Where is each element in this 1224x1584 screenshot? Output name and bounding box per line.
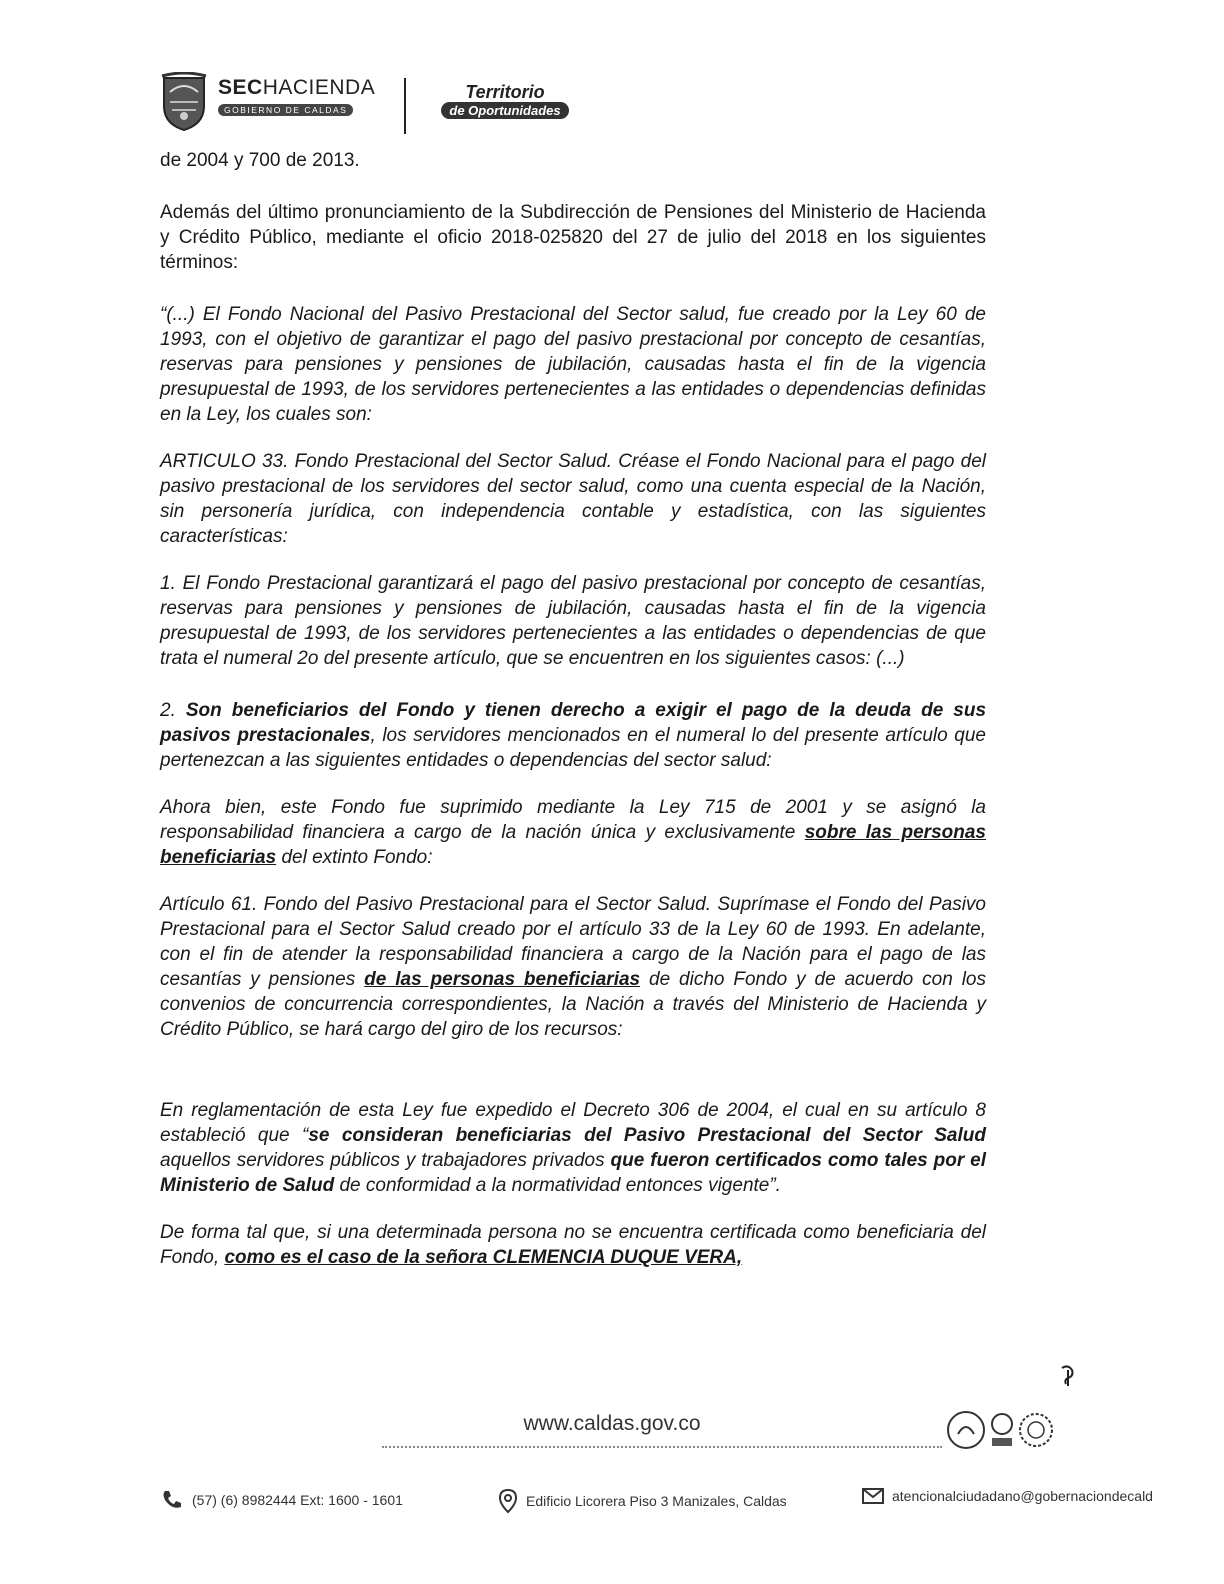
- slogan-line2: de Oportunidades: [441, 102, 568, 119]
- address-text: Edificio Licorera Piso 3 Manizales, Caldas: [526, 1493, 787, 1509]
- paragraph-5: [160, 698, 986, 773]
- phone-icon: [160, 1488, 184, 1512]
- email-text: atencionalciudadano@gobernaciondecald: [892, 1488, 1153, 1504]
- p9-bold-underlined: como es el caso de la señora CLEMENCIA DUQUE VERA,: [224, 1247, 743, 1268]
- p6-end: del extinto Fondo:: [276, 847, 433, 868]
- coat-of-arms-logo: [160, 72, 208, 132]
- p7-bold-underlined: de las personas beneficiarias: [364, 969, 641, 990]
- certification-seals-icon: [944, 1408, 1056, 1452]
- p5-rest: , los servidores mencionados en el numeral lo del presente artículo que pertenezcan a las siguientes entidades o dependencias del sector salud:: [160, 725, 986, 771]
- p9-start: De forma tal que, si una determinada persona no se encuentra certificada como beneficiaria del Fondo,: [160, 1222, 986, 1268]
- letterhead: [160, 68, 620, 138]
- paragraph-0: de 2004 y 700 de 2013.: [160, 150, 360, 171]
- p8-end: de conformidad a la normatividad entonces vigente”.: [334, 1175, 781, 1196]
- p5-number: 2.: [160, 700, 186, 721]
- paragraph-7: [160, 892, 986, 1042]
- brand-name-light: HACIENDA: [262, 76, 376, 99]
- paragraph-2: “(...) El Fondo Nacional del Pasivo Prestacional del Sector salud, fue creado por la Ley 60 de 1993, con el objetivo de garantizar el pago del pasivo prestacional por concepto de cesantías, reservas para pensiones y pensiones de jubilación, causadas hasta el fin de la vigencia presupuestal de 1993, de los servidores pertenecientes a las entidades o dependencias definidas en la Ley, los cuales son:: [160, 304, 986, 425]
- p8-start: En reglamentación de esta Ley fue expedido el Decreto 306 de 2004, el cual en su artículo 8 estableció que “: [160, 1100, 986, 1146]
- paragraph-1: Además del último pronunciamiento de la Subdirección de Pensiones del Ministerio de Hacienda y Crédito Público, mediante el oficio 2018-025820 del 27 de julio del 2018 en los siguientes términos:: [160, 202, 986, 273]
- p8-mid: aquellos servidores públicos y trabajadores privados: [160, 1150, 611, 1171]
- paragraph-6: [160, 795, 986, 870]
- slogan-line1: Territorio: [465, 82, 545, 102]
- p7-end: de dicho Fondo y de acuerdo con los convenios de concurrencia correspondientes, la Nación a través del Ministerio de Hacienda y Crédito Público, se hará cargo del giro de los recursos:: [160, 969, 986, 1040]
- footer-website[interactable]: www.caldas.gov.co: [523, 1412, 701, 1435]
- footer-divider: [382, 1446, 942, 1448]
- p8-bold-1: se consideran beneficiarias del Pasivo Prestacional del Sector Salud: [308, 1125, 986, 1146]
- brand-name-bold: SEC: [218, 76, 263, 99]
- p7-start: Artículo 61. Fondo del Pasivo Prestacional para el Sector Salud. Suprímase el Fondo del Pasivo Prestacional para el Sector Salud creado por el artículo 33 de la Ley 60 de 1993. En adelante, con el fin de atender la responsabilidad financiera a cargo de la Nación para el pago de las cesantías y pensiones: [160, 894, 986, 990]
- brand-subtitle: GOBIERNO DE CALDAS: [218, 104, 353, 116]
- p6-start: Ahora bien, este Fondo fue suprimido mediante la Ley 715 de 2001 y se asignó la responsabilidad financiera a cargo de la nación única y exclusivamente: [160, 797, 986, 843]
- brand-name: [218, 76, 375, 100]
- initials-mark-icon: [1058, 1364, 1078, 1388]
- p6-bold-underlined: sobre las personas beneficiarias: [160, 822, 986, 868]
- footer-address: [498, 1488, 787, 1514]
- paragraph-4: 1. El Fondo Prestacional garantizará el pago del pasivo prestacional por concepto de cesantías, reservas para pensiones y pensiones de jubilación, causadas hasta el fin de la vigencia presupuestal de 1993, de los servidores pertenecientes a las entidades o dependencias de que trata el numeral 2o del presente artículo, que se encuentren en los siguientes casos: (...): [160, 573, 986, 669]
- p5-bold: Son beneficiarios del Fondo y tienen derecho a exigir el pago de la deuda de sus pasivos prestacionales: [160, 700, 987, 746]
- brand-block: [218, 76, 375, 118]
- footer-email[interactable]: [862, 1488, 1153, 1504]
- footer-phone[interactable]: [160, 1488, 403, 1512]
- paragraph-8: [160, 1098, 986, 1198]
- document-body: [160, 148, 986, 1270]
- p8-bold-2: que fueron certificados como tales por el Ministerio de Salud: [160, 1150, 986, 1196]
- paragraph-9: [160, 1220, 986, 1270]
- email-icon: [862, 1488, 884, 1504]
- header-divider: [404, 78, 406, 134]
- paragraph-3: ARTICULO 33. Fondo Prestacional del Sector Salud. Créase el Fondo Nacional para el pago del pasivo prestacional de los servidores del sector salud, como una cuenta especial de la Nación, sin personería jurídica, con independencia contable y estadística, con las siguientes características:: [160, 451, 986, 547]
- phone-text: (57) (6) 8982444 Ext: 1600 - 1601: [192, 1492, 403, 1508]
- location-pin-icon: [498, 1488, 518, 1514]
- slogan-badge: [430, 82, 580, 120]
